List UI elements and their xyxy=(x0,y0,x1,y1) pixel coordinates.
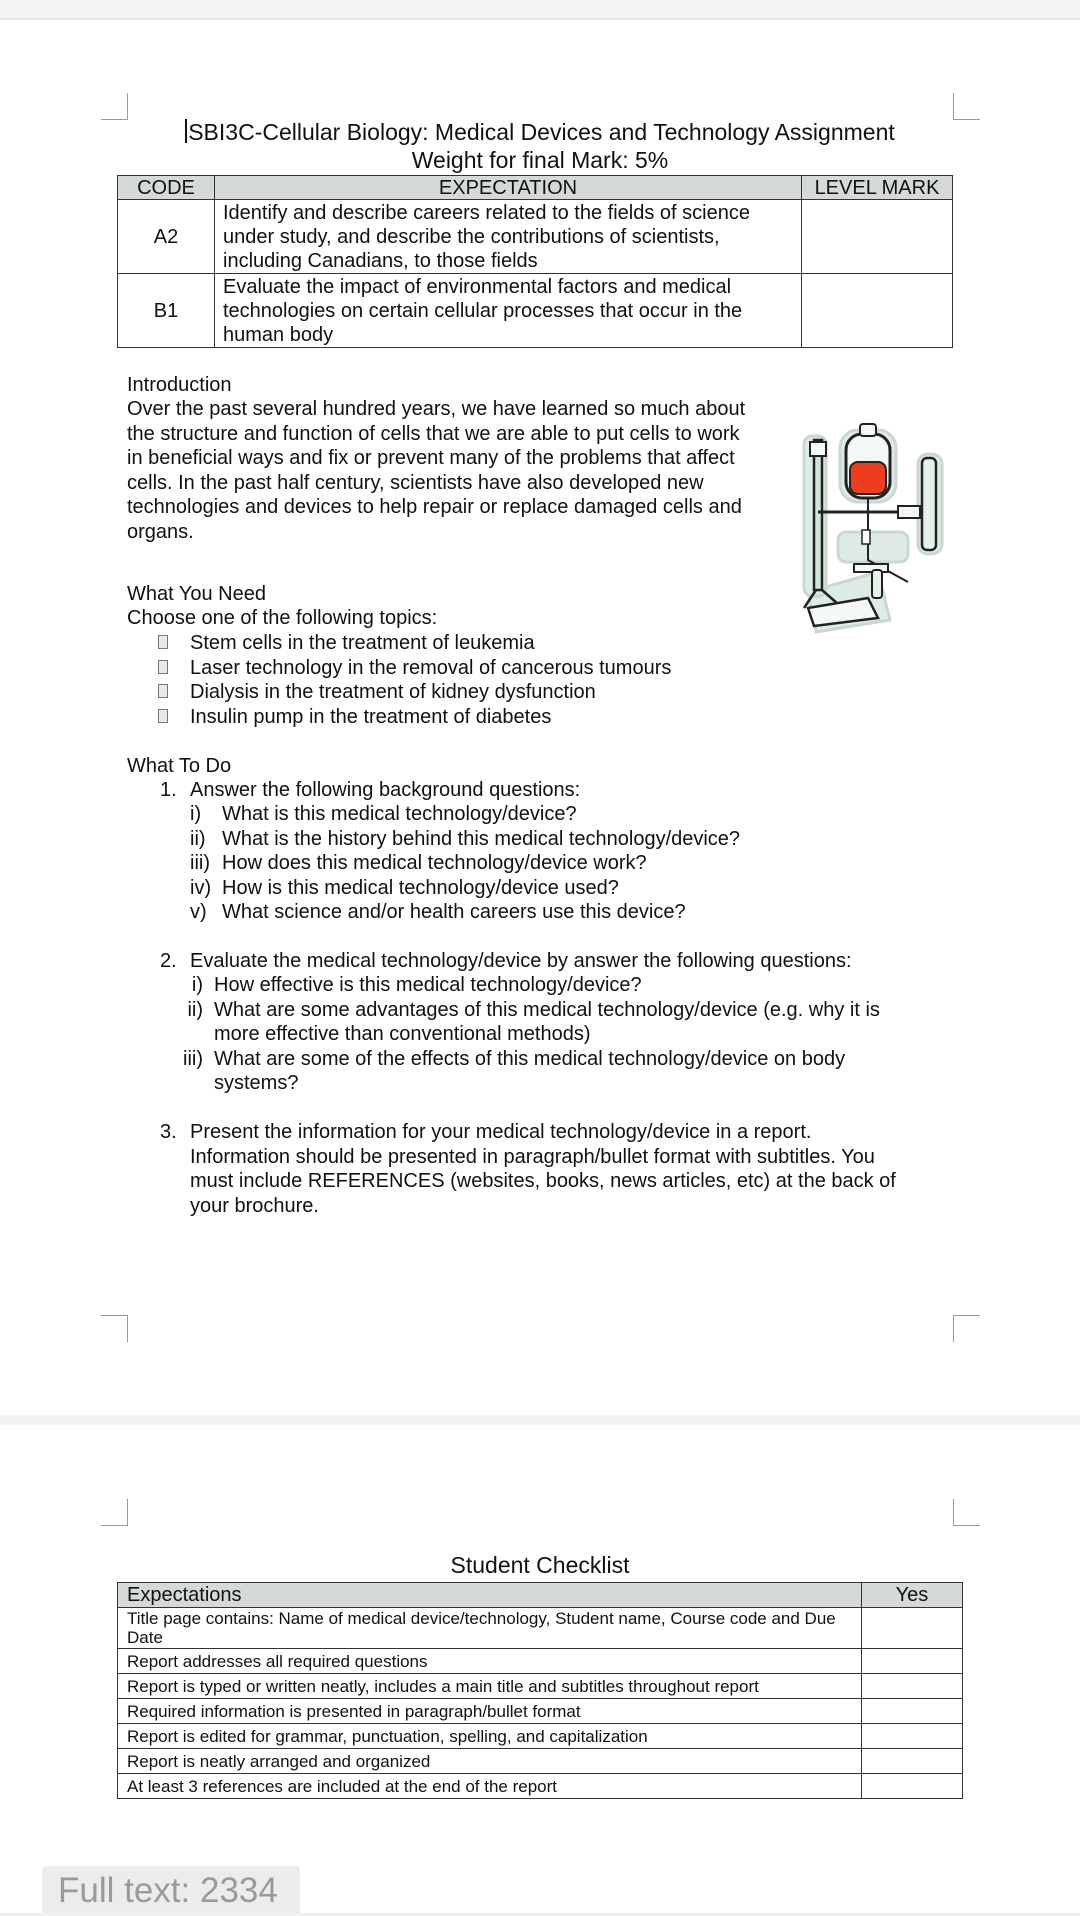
introduction-paragraph xyxy=(127,397,745,544)
expectations-table xyxy=(117,175,953,348)
yes-cell xyxy=(862,1774,963,1799)
checklist-title: Student Checklist xyxy=(450,1552,630,1578)
margin-corner-mark xyxy=(101,1499,128,1526)
table-row xyxy=(118,1608,963,1649)
iv-drip-stand-clipart xyxy=(798,412,950,640)
list-item: Insulin pump in the treatment of diabetes xyxy=(158,705,671,730)
list-item: iii) What are some of the effects of this medical technology/device on body xyxy=(183,1047,846,1070)
full-text-count-badge: Full text: 2334 xyxy=(42,1866,300,1913)
expectation-line: technologies on certain cellular processes that occur in the xyxy=(223,299,743,322)
expectation-line: Evaluate the impact of environmental factors and medical xyxy=(223,275,732,298)
step-2-text: Evaluate the medical technology/device by answer the following questions: xyxy=(190,950,852,972)
paragraph-line: Information should be presented in paragraph/bullet format with subtitles. You xyxy=(190,1145,875,1168)
expectation-cell xyxy=(215,274,802,348)
introduction-heading: Introduction xyxy=(127,374,232,396)
iv-bag-fluid xyxy=(850,462,886,494)
margin-corner-mark xyxy=(953,1315,980,1342)
step-2-number: 2. xyxy=(160,950,177,972)
list-item: i) What is this medical technology/device? xyxy=(190,803,577,825)
expectation-line: Identify and describe careers related to the fields of science xyxy=(223,201,750,224)
list-item-continuation: more effective than conventional methods) xyxy=(214,1023,591,1045)
step-1-number: 1. xyxy=(160,779,177,801)
expectations-header: Expectations xyxy=(118,1583,862,1608)
expectation-header: EXPECTATION xyxy=(215,176,802,200)
step-3-number: 3. xyxy=(160,1121,177,1143)
code-header: CODE xyxy=(118,176,215,200)
list-item-continuation: systems? xyxy=(214,1072,299,1094)
table-row xyxy=(118,1724,963,1749)
list-item: i) How effective is this medical technology/device? xyxy=(191,974,642,996)
document-page-1 xyxy=(0,20,1080,1415)
margin-corner-mark xyxy=(101,1315,128,1342)
table-row xyxy=(118,1674,963,1699)
table-row xyxy=(118,1649,963,1674)
paragraph-line: in beneficial ways and fix or prevent many of the problems that affect xyxy=(127,447,735,469)
bullet-glyph-icon xyxy=(158,684,168,698)
yes-cell xyxy=(862,1724,963,1749)
paragraph-line: the structure and function of cells that we are able to put cells to work xyxy=(127,422,740,445)
table-row xyxy=(118,1699,963,1724)
expectation-line: under study, and describe the contributions of scientists, xyxy=(223,225,720,248)
code-cell: B1 xyxy=(118,274,215,348)
step-2-subquestions xyxy=(176,973,880,1096)
what-to-do-heading: What To Do xyxy=(127,755,232,777)
expectation-cell xyxy=(215,200,802,274)
margin-corner-mark xyxy=(953,93,980,120)
expectation-line: human body xyxy=(223,323,334,346)
document-page-2 xyxy=(0,1425,1080,1913)
yes-cell xyxy=(862,1674,963,1699)
yes-header: Yes xyxy=(862,1583,963,1608)
list-item: Stem cells in the treatment of leukemia xyxy=(158,631,671,656)
what-you-need-heading: What You Need xyxy=(127,583,266,605)
paragraph-line: organs. xyxy=(127,520,194,543)
iv-pole xyxy=(814,440,822,590)
list-item: v) What science and/or health careers use this device? xyxy=(190,901,686,923)
yes-cell xyxy=(862,1649,963,1674)
step-1-subquestions xyxy=(190,802,740,925)
text-cursor xyxy=(185,119,187,143)
checklist-item: Report is neatly arranged and organized xyxy=(118,1749,862,1774)
paragraph-line: your brochure. xyxy=(190,1194,319,1217)
margin-corner-mark xyxy=(101,93,128,120)
table-row xyxy=(118,1774,963,1799)
level-mark-header: LEVEL MARK xyxy=(802,176,953,200)
bullet-glyph-icon xyxy=(158,660,168,674)
checklist-item: Report is edited for grammar, punctuation, spelling, and capitalization xyxy=(118,1724,862,1749)
code-cell: A2 xyxy=(118,200,215,274)
bullet-glyph-icon xyxy=(158,635,168,649)
checklist-item: Report addresses all required questions xyxy=(118,1649,862,1674)
level-mark-cell xyxy=(802,274,953,348)
yes-cell xyxy=(862,1608,963,1649)
list-item: iii) How does this medical technology/device work? xyxy=(190,852,647,874)
viewer-top-bar xyxy=(0,0,1080,20)
list-item: iv) How is this medical technology/device used? xyxy=(190,876,619,899)
yes-cell xyxy=(862,1749,963,1774)
table-row xyxy=(118,1749,963,1774)
paragraph-line: Present the information for your medical technology/device in a report. xyxy=(190,1121,812,1143)
topic-list xyxy=(158,631,671,729)
level-mark-cell xyxy=(802,200,953,274)
expectation-line: including Canadians, to those fields xyxy=(223,249,538,272)
table-row xyxy=(118,200,953,274)
paragraph-line: Over the past several hundred years, we have learned so much about xyxy=(127,398,746,420)
yes-cell xyxy=(862,1699,963,1724)
paragraph-line: cells. In the past half century, scientists have also developed new xyxy=(127,471,704,494)
bullet-glyph-icon xyxy=(158,709,168,723)
paragraph-line: must include REFERENCES (websites, books, news articles, etc) at the back of xyxy=(190,1170,896,1192)
step-1-text: Answer the following background questions: xyxy=(190,779,581,801)
checklist-item: Required information is presented in paragraph/bullet format xyxy=(118,1699,862,1724)
list-item: Dialysis in the treatment of kidney dysfunction xyxy=(158,680,671,705)
margin-corner-mark xyxy=(953,1499,980,1526)
weight-line: Weight for final Mark: 5% xyxy=(411,147,669,173)
paragraph-line: technologies and devices to help repair or replace damaged cells and xyxy=(127,496,742,518)
student-checklist-table xyxy=(117,1582,963,1799)
checklist-item: Title page contains: Name of medical device/technology, Student name, Course code and Due Date xyxy=(118,1608,862,1649)
checklist-item: Report is typed or written neatly, includes a main title and subtitles throughout report xyxy=(118,1674,862,1699)
table-row xyxy=(118,274,953,348)
list-item: ii) What is the history behind this medical technology/device? xyxy=(190,827,741,850)
step-3-text xyxy=(190,1120,896,1218)
topics-lead: Choose one of the following topics: xyxy=(127,607,438,629)
references-emphasis: REFERENCES xyxy=(307,1170,445,1192)
document-title: SBI3C-Cellular Biology: Medical Devices and Technology Assignment xyxy=(0,118,1080,146)
checklist-item: At least 3 references are included at the end of the report xyxy=(118,1774,862,1799)
list-item: Laser technology in the removal of cancerous tumours xyxy=(158,656,671,681)
list-item: ii) What are some advantages of this medical technology/device (e.g. why it is xyxy=(187,998,880,1021)
